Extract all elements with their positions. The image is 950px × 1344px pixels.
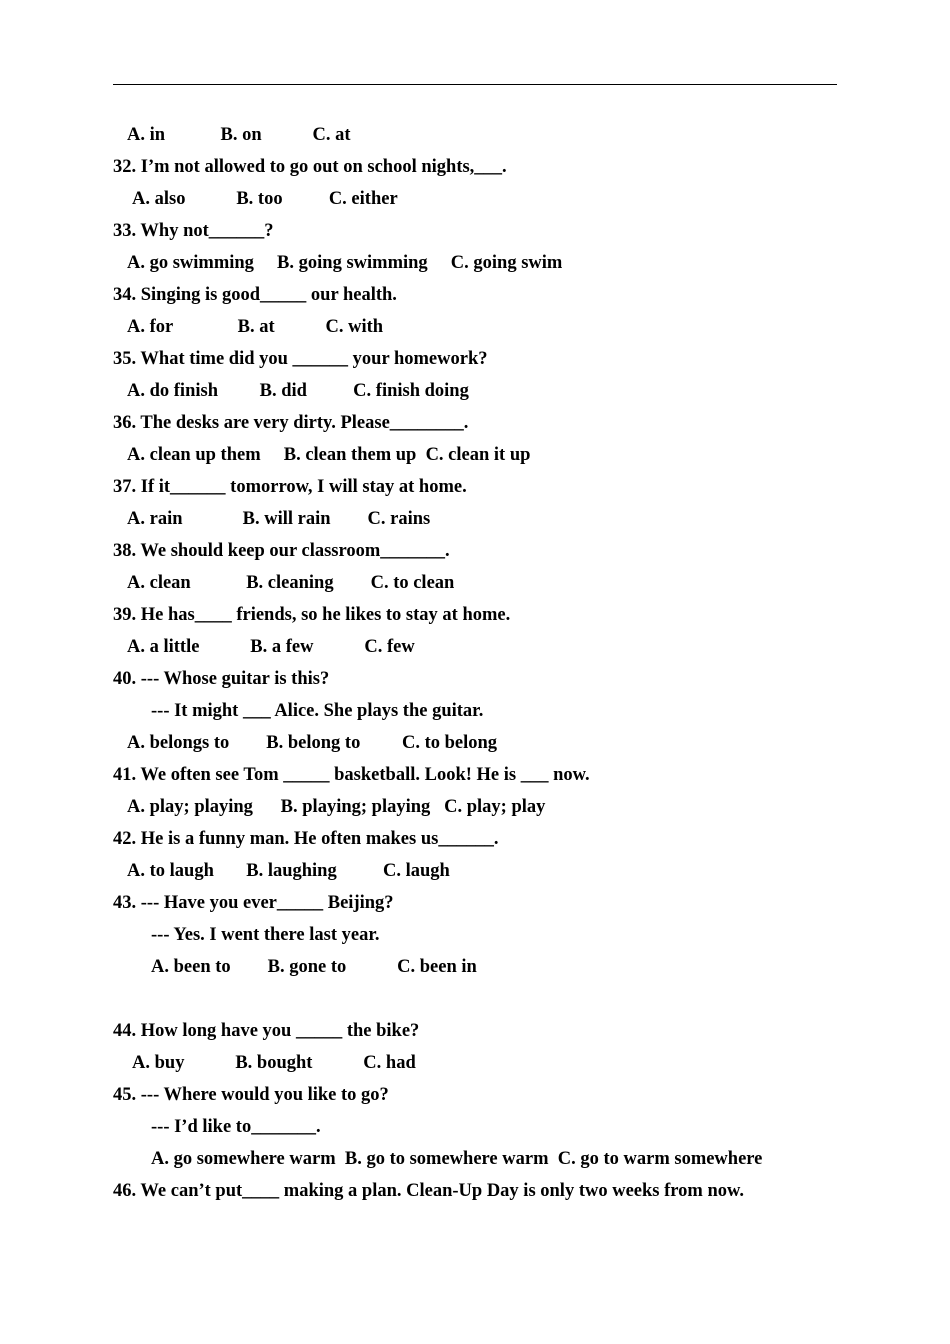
options-42: A. to laugh B. laughing C. laugh: [127, 861, 450, 881]
exercise-content: [113, 119, 853, 1207]
question-35: 35. What time did you ______ your homework?: [113, 349, 488, 369]
question-39: 39. He has____ friends, so he likes to stay at home.: [113, 605, 511, 625]
question-43: 43. --- Have you ever_____ Beijing?: [113, 893, 394, 913]
question-37: 37. If it______ tomorrow, I will stay at home.: [113, 477, 467, 497]
question-44: 44. How long have you _____ the bike?: [113, 1021, 420, 1041]
question-36: 36. The desks are very dirty. Please________.: [113, 413, 469, 433]
header-rule: [113, 84, 837, 85]
options-41: A. play; playing B. playing; playing C. play; play: [127, 797, 546, 817]
options-33: A. go swimming B. going swimming C. going swim: [127, 253, 563, 273]
question-46: 46. We can’t put____ making a plan. Clean-Up Day is only two weeks from now.: [113, 1181, 744, 1201]
question-40: 40. --- Whose guitar is this?: [113, 669, 330, 689]
options-34: A. for B. at C. with: [127, 317, 384, 337]
options-35: A. do finish B. did C. finish doing: [127, 381, 469, 401]
options-38: A. clean B. cleaning C. to clean: [127, 573, 455, 593]
options-32: A. also B. too C. either: [132, 189, 398, 209]
question-45-reply: --- I’d like to_______.: [151, 1117, 321, 1137]
options-43: A. been to B. gone to C. been in: [151, 957, 477, 977]
options-39: A. a little B. a few C. few: [127, 637, 415, 657]
blank-line: [113, 983, 853, 1015]
options-40: A. belongs to B. belong to C. to belong: [127, 733, 498, 753]
question-38: 38. We should keep our classroom_______.: [113, 541, 450, 561]
question-43-reply: --- Yes. I went there last year.: [151, 925, 380, 945]
question-42: 42. He is a funny man. He often makes us______.: [113, 829, 499, 849]
options-44: A. buy B. bought C. had: [132, 1053, 416, 1073]
question-34: 34. Singing is good_____ our health.: [113, 285, 397, 305]
question-45: 45. --- Where would you like to go?: [113, 1085, 389, 1105]
options-36: A. clean up them B. clean them up C. clean it up: [127, 445, 531, 465]
question-33: 33. Why not______?: [113, 221, 274, 241]
question-41: 41. We often see Tom _____ basketball. Look! He is ___ now.: [113, 765, 590, 785]
options-37: A. rain B. will rain C. rains: [127, 509, 431, 529]
options-45: A. go somewhere warm B. go to somewhere warm C. go to warm somewhere: [151, 1149, 763, 1169]
options-31: A. in B. on C. at: [127, 125, 351, 145]
question-40-reply: --- It might ___ Alice. She plays the guitar.: [151, 701, 484, 721]
question-32: 32. I’m not allowed to go out on school nights,___.: [113, 157, 507, 177]
